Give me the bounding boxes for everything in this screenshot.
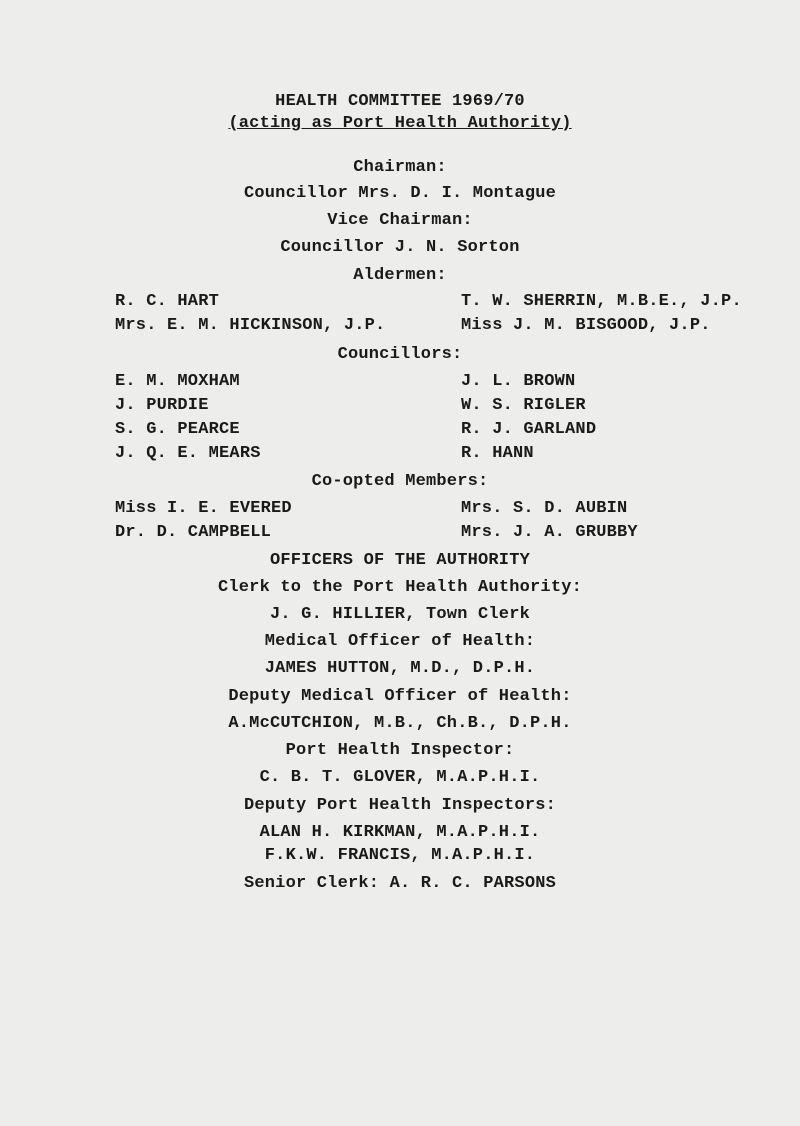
chairman-heading: Chairman: [353, 158, 447, 177]
aldermen-heading: Aldermen: [353, 266, 447, 285]
document-title: HEALTH COMMITTEE 1969/70 [275, 92, 525, 111]
councillor-right: R. J. GARLAND [461, 420, 597, 439]
vice-chairman-name: Councillor J. N. Sorton [280, 238, 520, 257]
co-opted-right: Mrs. S. D. AUBIN [461, 499, 628, 518]
co-opted-right: Mrs. J. A. GRUBBY [461, 523, 638, 542]
councillor-left: S. G. PEARCE [115, 420, 240, 439]
officers-heading: OFFICERS OF THE AUTHORITY [269, 551, 531, 570]
alderman-left: R. C. HART [115, 292, 220, 311]
councillor-right: W. S. RIGLER [461, 396, 586, 415]
inspector-heading: Port Health Inspector: [285, 741, 515, 760]
councillor-right: J. L. BROWN [461, 372, 576, 391]
councillor-left: J. Q. E. MEARS [115, 444, 261, 463]
document-subtitle: (acting as Port Health Authority) [228, 114, 572, 133]
co-opted-left: Miss I. E. EVERED [115, 499, 292, 518]
inspector-name: C. B. T. GLOVER, M.A.P.H.I. [259, 768, 541, 787]
senior-clerk: Senior Clerk: A. R. C. PARSONS [243, 874, 557, 893]
councillor-right: R. HANN [461, 444, 534, 463]
deputy-inspector-name: F.K.W. FRANCIS, M.A.P.H.I. [264, 846, 536, 865]
councillors-heading: Councillors: [337, 345, 463, 364]
vice-chairman-heading: Vice Chairman: [327, 211, 473, 230]
moh-name: JAMES HUTTON, M.D., D.P.H. [264, 659, 536, 678]
deputy-moh-name: A.McCUTCHION, M.B., Ch.B., D.P.H. [228, 714, 572, 733]
clerk-name: J. G. HILLIER, Town Clerk [269, 605, 531, 624]
alderman-left: Mrs. E. M. HICKINSON, J.P. [115, 316, 386, 335]
councillor-left: J. PURDIE [115, 396, 209, 415]
clerk-heading: Clerk to the Port Health Authority: [217, 578, 583, 597]
moh-heading: Medical Officer of Health: [264, 632, 536, 651]
deputy-moh-heading: Deputy Medical Officer of Health: [228, 687, 572, 706]
deputy-inspector-name: ALAN H. KIRKMAN, M.A.P.H.I. [259, 823, 541, 842]
alderman-right: Miss J. M. BISGOOD, J.P. [461, 316, 711, 335]
alderman-right: T. W. SHERRIN, M.B.E., J.P. [461, 292, 742, 311]
co-opted-heading: Co-opted Members: [311, 472, 489, 491]
deputy-inspectors-heading: Deputy Port Health Inspectors: [243, 796, 557, 815]
co-opted-left: Dr. D. CAMPBELL [115, 523, 272, 542]
councillor-left: E. M. MOXHAM [115, 372, 240, 391]
chairman-name: Councillor Mrs. D. I. Montague [243, 184, 557, 203]
